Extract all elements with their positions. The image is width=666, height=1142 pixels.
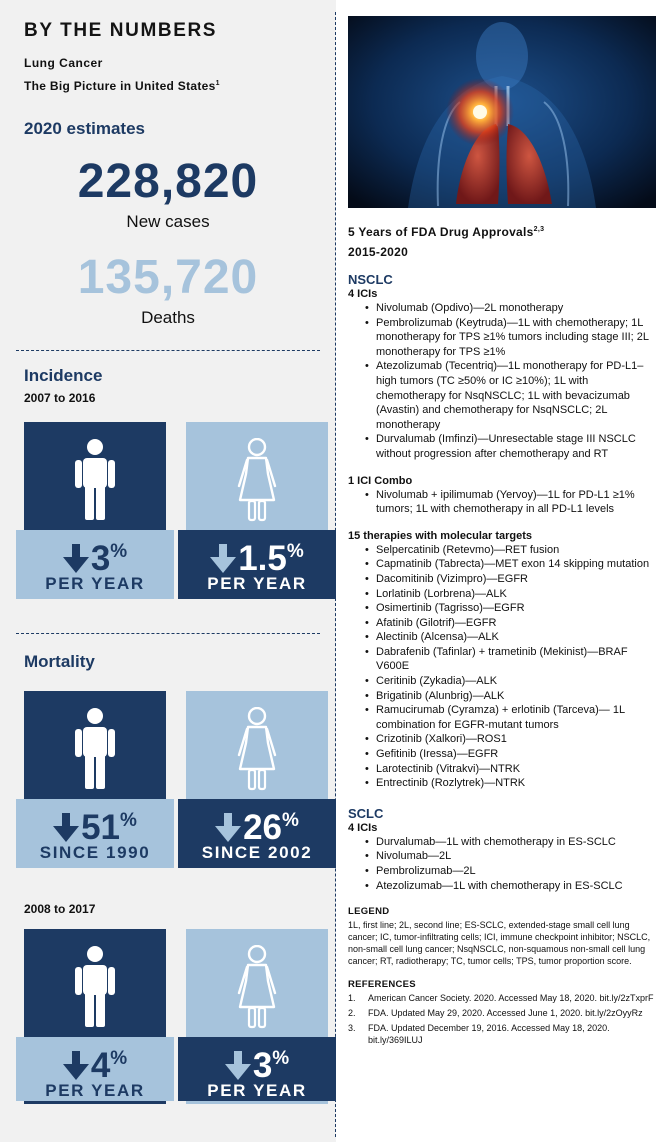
nsclc-ici-list	[348, 301, 656, 462]
lung-illustration-icon	[348, 16, 656, 208]
deaths-label: Deaths	[141, 308, 195, 327]
mortality-heading: Mortality	[24, 652, 95, 671]
list-item: • Brigatinib (Alunbrig)—ALK	[348, 689, 656, 704]
approvals-years: 2015-2020	[348, 245, 409, 259]
reference-number: 1.	[348, 993, 356, 1004]
mortality-female-since-caption: SINCE 2002	[201, 843, 313, 862]
reference-text: American Cancer Society. 2020. Accessed May 18, 2020. bit.ly/2zTxprF	[368, 993, 654, 1004]
list-item: • Atezolizumab (Tecentriq)—1L monotherapy for PD-L1–high tumors (TC ≥50% or IC ≥10%); 1L with chemotherapy for NsqNSCLC; 1L with bevacizumab (Avastin) and chemotherapy for NsqNSCLC; 2L monotherapy	[348, 359, 656, 432]
incidence-male-card	[24, 422, 166, 597]
nsclc-targeted-heading: 15 therapies with molecular targets	[348, 529, 533, 542]
arrow-down-icon	[53, 813, 79, 843]
subtitle-ref: 1	[215, 80, 220, 87]
arrow-down-icon	[63, 1051, 89, 1081]
list-item: • Entrectinib (Rozlytrek)—NTRK	[348, 776, 656, 791]
mortality-female-annual-card	[186, 929, 328, 1104]
percent-symbol: %	[120, 810, 137, 831]
incidence-female-band	[178, 530, 336, 599]
incidence-period: 2007 to 2016	[24, 391, 96, 405]
incidence-male-value: 3	[90, 539, 111, 578]
list-item: • Alectinib (Alcensa)—ALK	[348, 630, 656, 645]
sclc-heading: SCLC	[348, 805, 384, 821]
incidence-male-caption: PER YEAR	[45, 574, 145, 593]
mortality-female-since-band	[178, 799, 336, 868]
nsclc-combo-list	[348, 488, 656, 517]
section-divider	[16, 633, 320, 634]
nsclc-ici-heading: 4 ICIs	[348, 288, 378, 300]
mortality-female-annual-value: 3	[252, 1046, 273, 1085]
percent-symbol: %	[272, 1048, 290, 1069]
list-item: • Durvalumab—1L with chemotherapy in ES-SCLC	[348, 835, 656, 850]
lung-illustration	[348, 16, 656, 208]
approvals-title-ref: 2,3	[533, 226, 545, 233]
mortality-male-annual-caption: PER YEAR	[45, 1081, 145, 1100]
mortality-female-since-card	[186, 691, 328, 866]
page-title: BY THE NUMBERS	[24, 20, 218, 41]
list-item: • Crizotinib (Xalkori)—ROS1	[348, 732, 656, 747]
reference-item	[348, 1007, 656, 1019]
mortality-female-annual-percent	[178, 1039, 336, 1086]
mortality-male-annual-percent	[16, 1039, 174, 1086]
topic-heading: Lung Cancer	[24, 56, 103, 70]
percent-symbol: %	[110, 541, 128, 562]
list-item: • Capmatinib (Tabrecta)—MET exon 14 skipping mutation	[348, 557, 656, 572]
female-icon	[232, 945, 282, 1029]
list-item: • Dacomitinib (Vizimpro)—EGFR	[348, 572, 656, 587]
percent-symbol: %	[110, 1048, 128, 1069]
male-icon	[70, 945, 120, 1029]
list-item: • Afatinib (Gilotrif)—EGFR	[348, 616, 656, 631]
list-item: • Gefitinib (Iressa)—EGFR	[348, 747, 656, 762]
mortality-male-since-caption: SINCE 1990	[39, 843, 151, 862]
incidence-male-percent	[16, 532, 174, 579]
section-divider	[16, 350, 320, 351]
incidence-male-band	[16, 530, 174, 599]
list-item: • Ramucirumab (Cyramza) + erlotinib (Tarceva)— 1L combination for EGFR-mutant tumors	[348, 703, 656, 732]
estimates-heading: 2020 estimates	[24, 119, 145, 138]
list-item: • Lorlatinib (Lorbrena)—ALK	[348, 587, 656, 602]
reference-text: FDA. Updated May 29, 2020. Accessed June 1, 2020. bit.ly/2zOyyRz	[368, 1008, 643, 1019]
new-cases-value: 228,820	[77, 155, 259, 208]
arrow-down-icon	[225, 1051, 251, 1081]
list-item: • Pembrolizumab (Keytruda)—1L with chemotherapy; 1L monotherapy for TPS ≥1% tumors including stage III; 2L monotherapy for TPS ≥1%	[348, 316, 656, 360]
list-item: • Ceritinib (Zykadia)—ALK	[348, 674, 656, 689]
mortality-period: 2008 to 2017	[24, 902, 96, 916]
incidence-female-card	[186, 422, 328, 597]
male-icon	[70, 707, 120, 791]
sclc-ici-heading: 4 ICIs	[348, 821, 378, 834]
list-item: • Pembrolizumab—2L	[348, 864, 656, 879]
percent-symbol: %	[286, 541, 304, 562]
incidence-female-caption: PER YEAR	[207, 574, 307, 593]
new-cases-label: New cases	[126, 212, 210, 231]
nsclc-heading: NSCLC	[348, 272, 393, 287]
legend-heading: LEGEND	[348, 906, 390, 918]
female-icon	[232, 438, 282, 522]
list-item: • Durvalumab (Imfinzi)—Unresectable stage III NSCLC without progression after chemotherapy and RT	[348, 432, 656, 461]
mortality-male-since-card	[24, 691, 166, 866]
list-item: • Atezolizumab—1L with chemotherapy in ES-SCLC	[348, 879, 656, 894]
mortality-female-annual-band	[178, 1037, 336, 1101]
incidence-heading: Incidence	[24, 366, 103, 385]
mortality-male-annual-band	[16, 1037, 174, 1101]
list-item: • Dabrafenib (Tafinlar) + trametinib (Mekinist)—BRAF V600E	[348, 645, 656, 674]
female-icon	[232, 707, 282, 791]
arrow-down-icon	[215, 813, 241, 843]
subtitle-text: The Big Picture in United States	[24, 79, 216, 93]
list-item: • Larotectinib (Vitrakvi)—NTRK	[348, 762, 656, 777]
arrow-down-icon	[210, 544, 236, 574]
mortality-male-annual-card	[24, 929, 166, 1104]
list-item: • Nivolumab—2L	[348, 849, 656, 864]
mortality-male-annual-value: 4	[90, 1046, 111, 1085]
mortality-male-since-band	[16, 799, 174, 868]
mortality-male-since-value: 51	[81, 808, 121, 847]
reference-item	[348, 992, 656, 1004]
column-divider	[335, 12, 336, 1137]
deaths-value: 135,720	[77, 251, 259, 304]
reference-number: 3.	[348, 1023, 356, 1034]
approvals-title-text: 5 Years of FDA Drug Approvals	[348, 225, 534, 239]
right-panel	[348, 16, 656, 1049]
reference-item	[348, 1022, 656, 1046]
mortality-female-since-percent	[178, 801, 336, 848]
percent-symbol: %	[282, 810, 299, 831]
list-item: • Nivolumab + ipilimumab (Yervoy)—1L for PD-L1 ≥1% tumors; 1L with chemotherapy in all PD-L1 levels	[348, 488, 656, 517]
nsclc-targeted-list	[348, 543, 656, 791]
approvals-title	[348, 225, 656, 239]
references-list	[348, 992, 656, 1046]
male-icon	[70, 438, 120, 522]
incidence-female-value: 1.5	[238, 539, 287, 578]
arrow-down-icon	[63, 544, 89, 574]
legend-text: 1L, first line; 2L, second line; ES-SCLC, extended-stage small cell lung cancer; IC, tumor-infiltrating cells; ICI, immune checkpoint inhibitor; NSCLC, non-small cell lung cancer; NsqNSCLC, non-squamous non-small cell lung cancer; RT, radiotherapy; TC, tumor cells; TPS, tumor proportion score.	[348, 920, 651, 967]
mortality-female-annual-caption: PER YEAR	[207, 1081, 307, 1100]
incidence-female-percent	[178, 532, 336, 579]
subtitle	[24, 79, 220, 93]
reference-text: FDA. Updated December 19, 2016. Accessed May 18, 2020. bit.ly/369ILUJ	[368, 1023, 610, 1046]
list-item: • Nivolumab (Opdivo)—2L monotherapy	[348, 301, 656, 316]
sclc-ici-list	[348, 835, 656, 893]
mortality-female-since-value: 26	[243, 808, 283, 847]
list-item: • Selpercatinib (Retevmo)—RET fusion	[348, 543, 656, 558]
list-item: • Osimertinib (Tagrisso)—EGFR	[348, 601, 656, 616]
references-heading: REFERENCES	[348, 979, 416, 991]
reference-number: 2.	[348, 1008, 356, 1019]
nsclc-combo-heading: 1 ICI Combo	[348, 474, 413, 487]
mortality-male-since-percent	[16, 801, 174, 848]
